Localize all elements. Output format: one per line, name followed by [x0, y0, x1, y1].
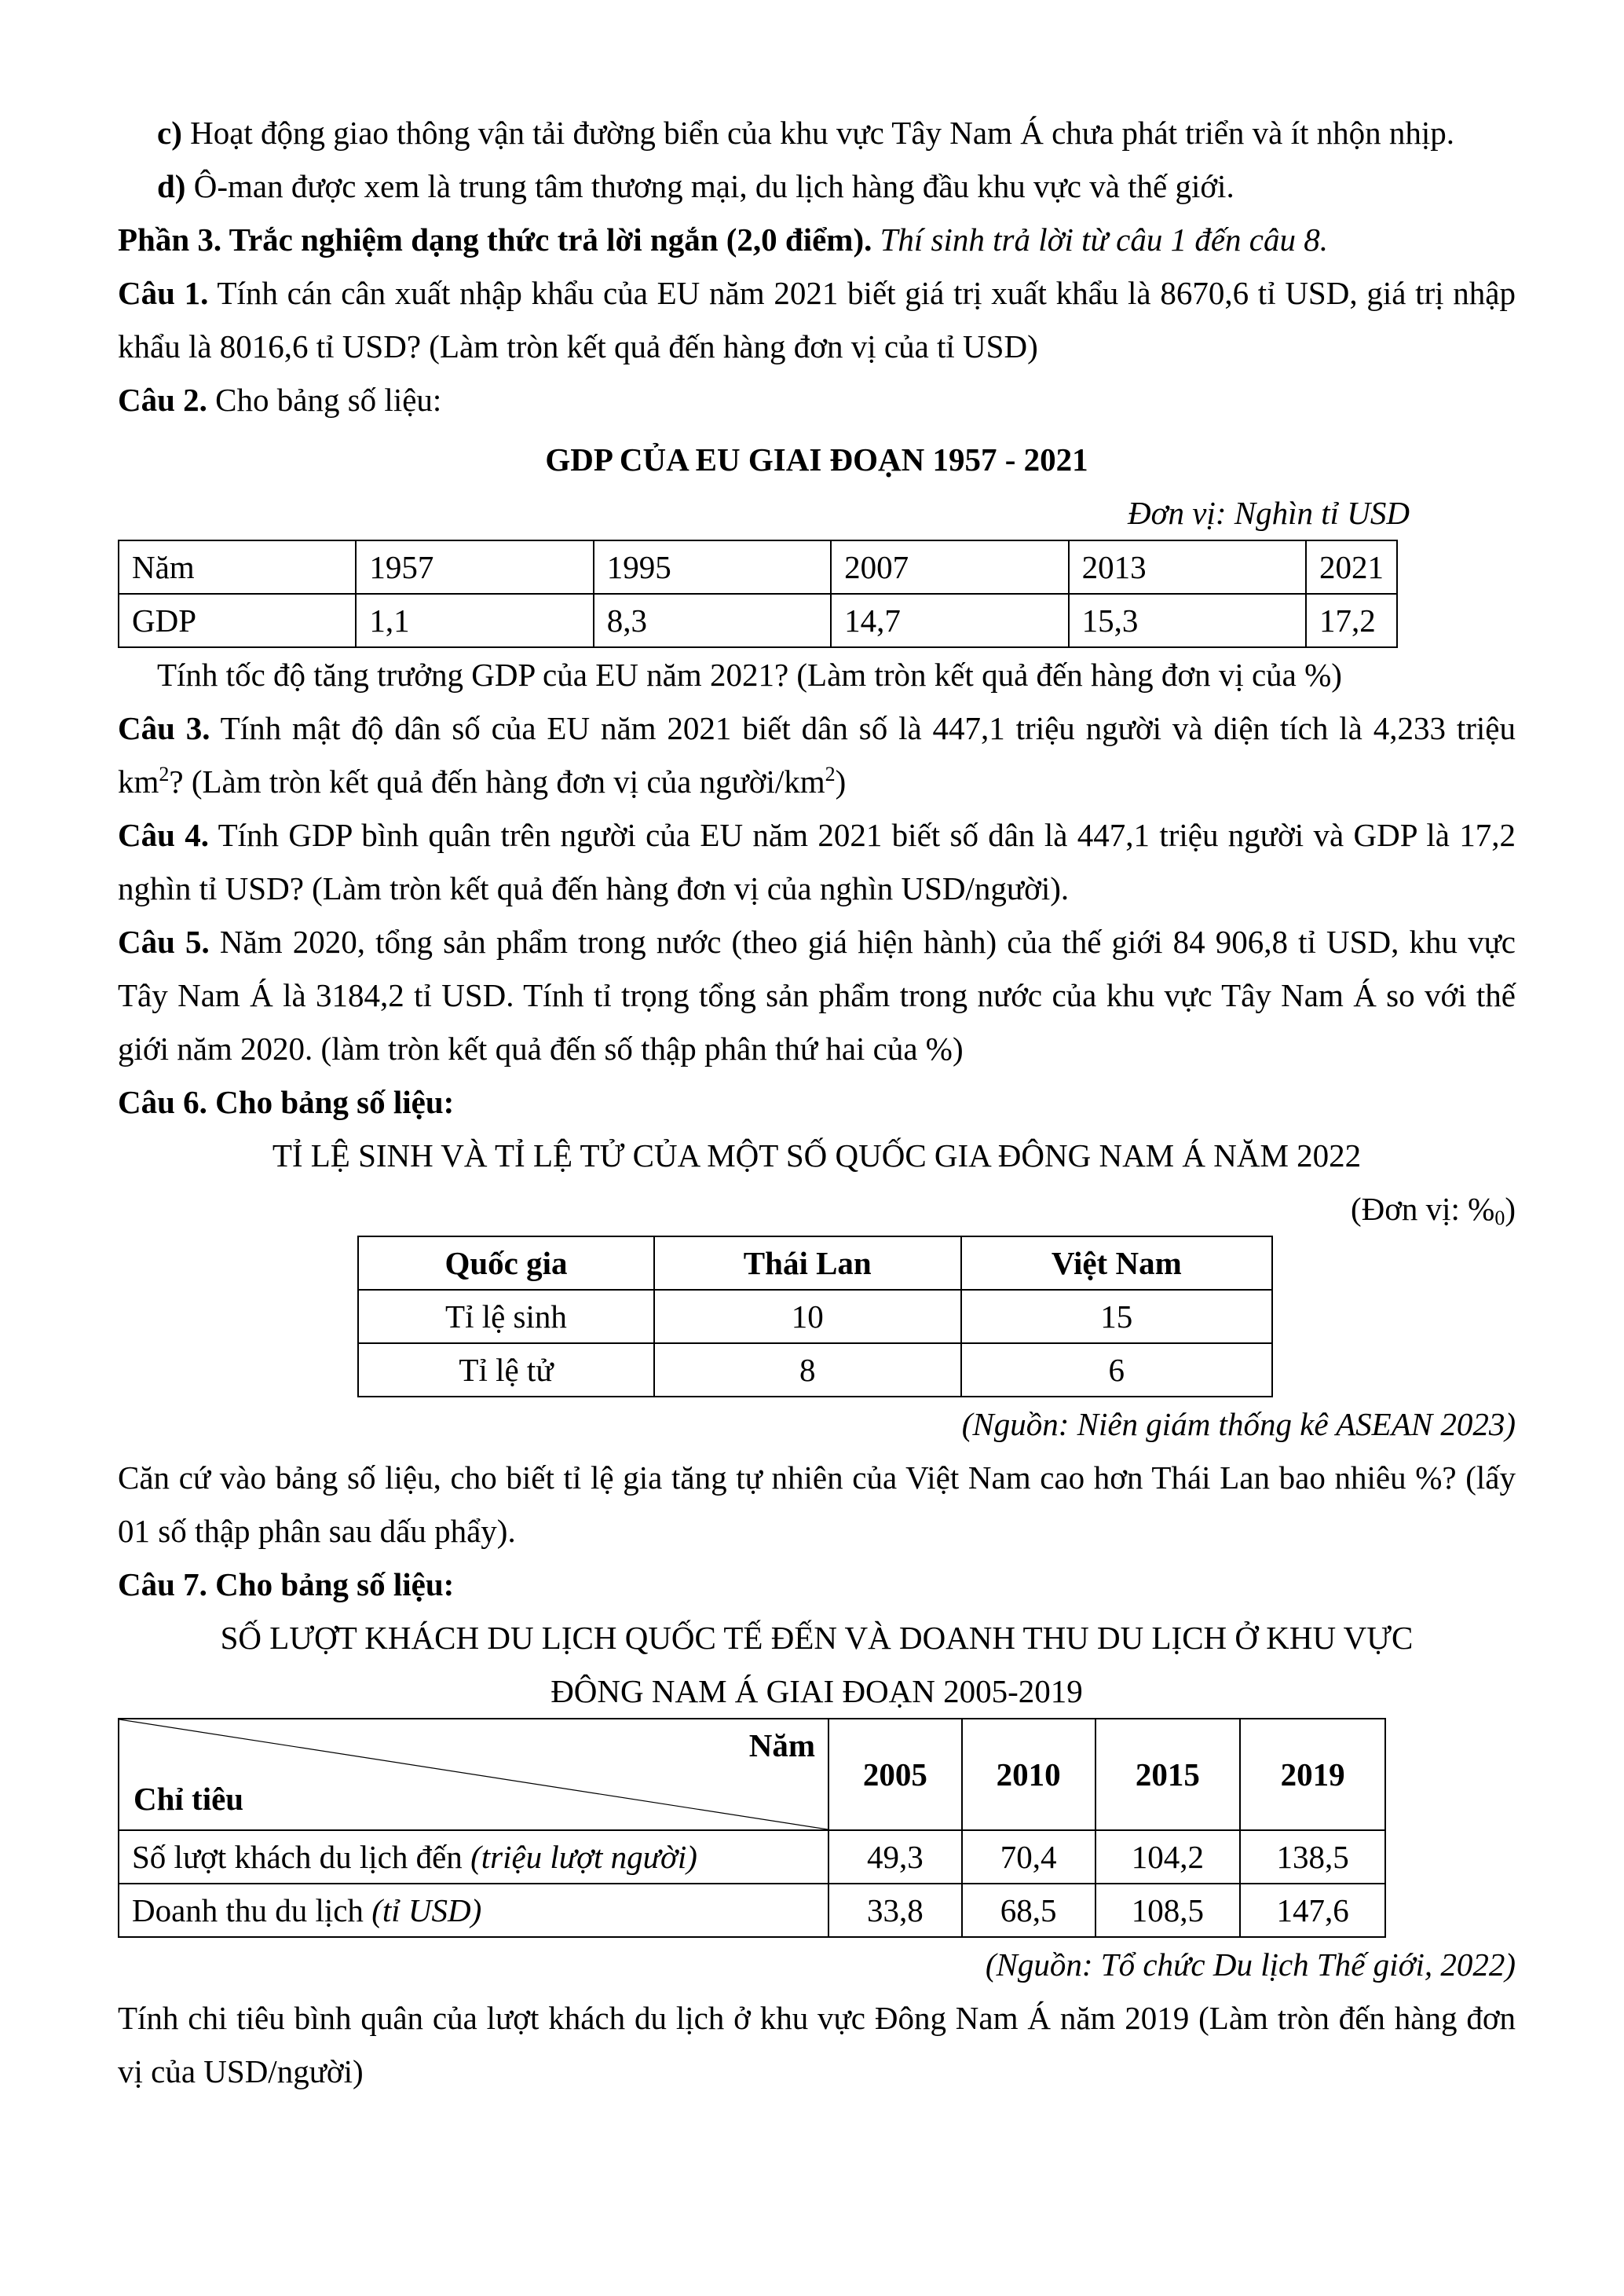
table-cell: Tỉ lệ tử: [358, 1343, 654, 1397]
table-cell: Năm: [119, 540, 356, 594]
question-5: [118, 915, 1516, 1075]
question-3: [118, 701, 1516, 808]
birth-death-table-title: TỈ LỆ SINH VÀ TỈ LỆ TỬ CỦA MỘT SỐ QUỐC GIA ĐÔNG NAM Á NĂM 2022: [272, 1137, 1362, 1174]
row-label: [119, 1884, 828, 1937]
gdp-table-title: GDP CỦA EU GIAI ĐOẠN 1957 - 2021: [545, 441, 1088, 478]
row-label-text: Số lượt khách du lịch đến: [132, 1839, 471, 1875]
part3-heading-line: [118, 213, 1516, 266]
question-2-label: Câu 2.: [118, 382, 207, 418]
statement-c-text: Hoạt động giao thông vận tải đường biển của khu vực Tây Nam Á chưa phát triển và ít nhộn nhịp.: [181, 115, 1455, 151]
table-row: [119, 540, 1397, 594]
table-cell: Tỉ lệ sinh: [358, 1290, 654, 1343]
question-6-task: Căn cứ vào bảng số liệu, cho biết tỉ lệ gia tăng tự nhiên của Việt Nam cao hơn Thái Lan bao nhiêu %? (lấy 01 số thập phân sau dấu phẩy).: [118, 1459, 1516, 1549]
statement-c: [118, 106, 1516, 159]
table-header-cell: 2019: [1240, 1719, 1385, 1830]
table-row: [119, 1884, 1385, 1937]
table-header-cell: Thái Lan: [654, 1236, 961, 1290]
table-cell: 6: [961, 1343, 1272, 1397]
question-4-label: Câu 4.: [118, 817, 209, 853]
corner-year-label: Năm: [748, 1727, 815, 1763]
table-cell: 14,7: [831, 594, 1068, 647]
table-cell: 1957: [356, 540, 593, 594]
table-row: [119, 594, 1397, 647]
part3-heading: Phần 3. Trắc nghiệm dạng thức trả lời ngắn (2,0 điểm).: [118, 222, 872, 258]
table-cell: 138,5: [1240, 1830, 1385, 1884]
table-cell: 104,2: [1095, 1830, 1241, 1884]
question-3-label: Câu 3.: [118, 710, 210, 746]
table-cell: 2021: [1306, 540, 1397, 594]
table-header-cell: Việt Nam: [961, 1236, 1272, 1290]
gdp-table: [118, 540, 1398, 648]
table-row: [119, 1830, 1385, 1884]
question-2: [118, 373, 1516, 427]
row-label: [119, 1830, 828, 1884]
tourism-table-title-line2: ĐÔNG NAM Á GIAI ĐOẠN 2005-2019: [550, 1673, 1083, 1709]
table-cell: 33,8: [828, 1884, 962, 1937]
birth-death-table: [357, 1236, 1273, 1397]
gdp-table-unit: Đơn vị: Nghìn tỉ USD: [1128, 495, 1410, 531]
table-row: [358, 1290, 1272, 1343]
tourism-table-title-line1: SỐ LƯỢT KHÁCH DU LỊCH QUỐC TẾ ĐẾN VÀ DOANH THU DU LỊCH Ở KHU VỰC: [220, 1620, 1414, 1656]
superscript: 2: [825, 763, 836, 785]
superscript: 2: [159, 763, 170, 785]
subscript: 0: [1494, 1207, 1505, 1229]
table-cell: 15: [961, 1290, 1272, 1343]
table-cell: 8,3: [594, 594, 831, 647]
tourism-source: (Nguồn: Tổ chức Du lịch Thế giới, 2022): [985, 1946, 1516, 1983]
table-cell: 49,3: [828, 1830, 962, 1884]
question-7-task: Tính chi tiêu bình quân của lượt khách du lịch ở khu vực Đông Nam Á năm 2019 (Làm tròn đến hàng đơn vị của USD/người): [118, 2000, 1516, 2089]
question-2-task: Tính tốc độ tăng trưởng GDP của EU năm 2021? (Làm tròn kết quả đến hàng đơn vị của %): [157, 657, 1342, 693]
table-cell: 10: [654, 1290, 961, 1343]
table-header-cell: 2015: [1095, 1719, 1241, 1830]
table-cell: 15,3: [1069, 594, 1306, 647]
question-4-text: Tính GDP bình quân trên người của EU năm 2021 biết số dân là 447,1 triệu người và GDP là 17,2 nghìn tỉ USD? (Làm tròn kết quả đến hàng đơn vị của nghìn USD/người).: [118, 817, 1516, 906]
question-4: [118, 808, 1516, 915]
table-header-cell: 2010: [962, 1719, 1095, 1830]
table-header-row: [119, 1719, 1385, 1830]
question-1: [118, 266, 1516, 373]
question-5-label: Câu 5.: [118, 924, 210, 960]
diagonal-header-cell: [119, 1719, 828, 1830]
question-2-text: Cho bảng số liệu:: [207, 382, 442, 418]
table-cell: 2013: [1069, 540, 1306, 594]
question-6-label: Câu 6. Cho bảng số liệu:: [118, 1084, 455, 1120]
tourism-table: [118, 1718, 1386, 1938]
question-3-text-c: ): [835, 764, 847, 800]
unit-text: (Đơn vị: %: [1350, 1191, 1495, 1227]
table-header-cell: Quốc gia: [358, 1236, 654, 1290]
birth-death-table-unit: [118, 1182, 1516, 1236]
statement-d-label: d): [157, 168, 186, 204]
part3-instruction: Thí sinh trả lời từ câu 1 đến câu 8.: [872, 222, 1329, 258]
table-cell: GDP: [119, 594, 356, 647]
unit-text-end: ): [1505, 1191, 1516, 1227]
question-3-text-b: ? (Làm tròn kết quả đến hàng đơn vị của người/km: [169, 764, 825, 800]
row-label-text: Doanh thu du lịch: [132, 1892, 372, 1928]
table-cell: 108,5: [1095, 1884, 1241, 1937]
statement-d: [118, 159, 1516, 213]
table-cell: 2007: [831, 540, 1068, 594]
table-cell: 17,2: [1306, 594, 1397, 647]
table-cell: 70,4: [962, 1830, 1095, 1884]
question-3-text-a: Tính mật độ dân số của EU năm 2021 biết dân số là 447,1 triệu người và diện tích là 4,233 triệu km: [118, 710, 1516, 800]
table-row: [358, 1343, 1272, 1397]
statement-c-label: c): [157, 115, 182, 151]
table-header-cell: 2005: [828, 1719, 962, 1830]
table-cell: 147,6: [1240, 1884, 1385, 1937]
table-cell: 68,5: [962, 1884, 1095, 1937]
question-5-text: Năm 2020, tổng sản phẩm trong nước (theo giá hiện hành) của thế giới 84 906,8 tỉ USD, khu vực Tây Nam Á là 3184,2 tỉ USD. Tính tỉ trọng tổng sản phẩm trong nước của khu vực Tây Nam Á so với thế giới năm 2020. (làm tròn kết quả đến số thập phân thứ hai của %): [118, 924, 1516, 1067]
question-1-label: Câu 1.: [118, 275, 209, 311]
table-header-row: [358, 1236, 1272, 1290]
birth-death-source: (Nguồn: Niên giám thống kê ASEAN 2023): [961, 1406, 1516, 1442]
question-1-text: Tính cán cân xuất nhập khẩu của EU năm 2021 biết giá trị xuất khẩu là 8670,6 tỉ USD, giá trị nhập khẩu là 8016,6 tỉ USD? (Làm tròn kết quả đến hàng đơn vị của tỉ USD): [118, 275, 1516, 364]
corner-indicator-label: Chỉ tiêu: [134, 1781, 244, 1817]
question-7-label: Câu 7. Cho bảng số liệu:: [118, 1566, 455, 1602]
row-label-unit: (tỉ USD): [371, 1892, 482, 1928]
row-label-unit: (triệu lượt người): [470, 1839, 697, 1875]
table-cell: 1,1: [356, 594, 593, 647]
table-cell: 1995: [594, 540, 831, 594]
document-content: [118, 106, 1516, 2098]
table-cell: 8: [654, 1343, 961, 1397]
statement-d-text: Ô-man được xem là trung tâm thương mại, du lịch hàng đầu khu vực và thế giới.: [185, 168, 1234, 204]
